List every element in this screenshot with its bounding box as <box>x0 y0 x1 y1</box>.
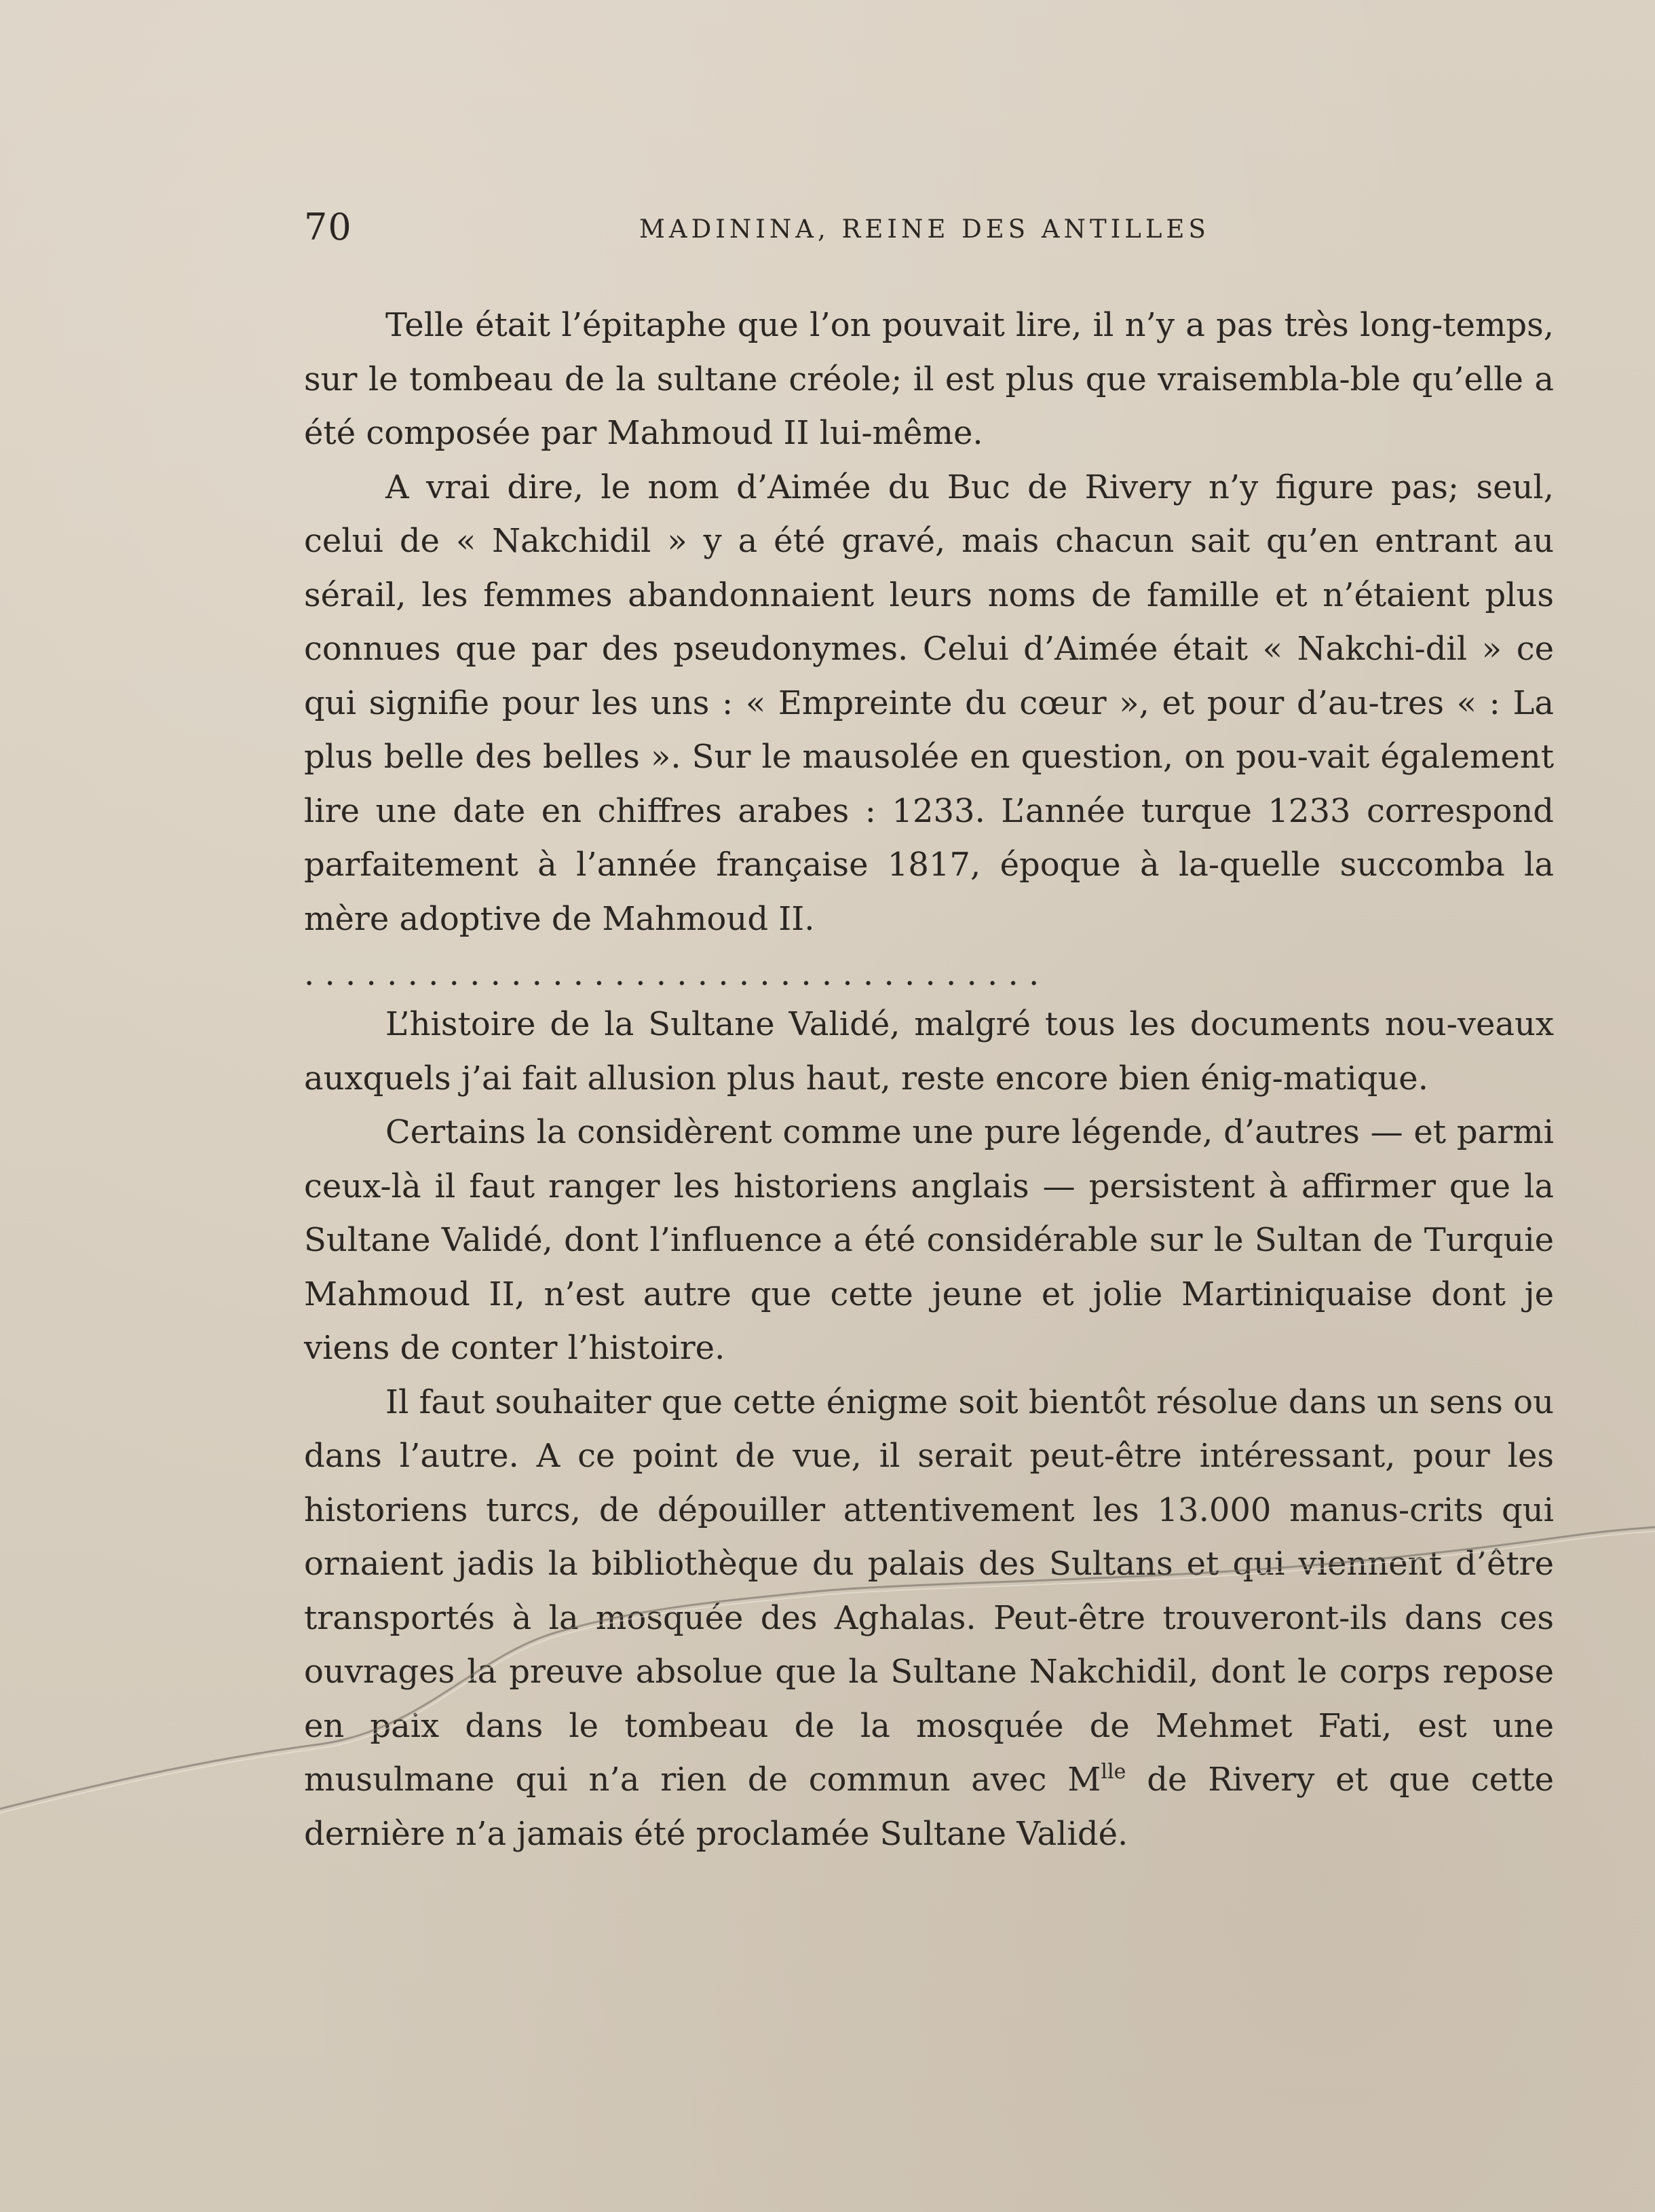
title-abbreviation: M <box>1067 1761 1101 1799</box>
body-text-section-2 <box>304 998 1554 1861</box>
body-text-section-1 <box>304 299 1554 946</box>
paragraph-last <box>304 1376 1554 1862</box>
running-title: MADININA, REINE DES ANTILLES <box>639 214 1210 244</box>
paragraph-text: Il faut souhaiter que cette énigme soit bientôt résolue dans un sens ou dans l’autre. A ce point de vue, il serait peut-être intéressant, pour les historiens turcs, de dépouiller attentivement les 13.000 manus-crits qui ornaient jadis la bibliothèque du palais des Sultans et qui viennent d’être transportés à la mosquée des Aghalas. Peut-être trouveront-ils dans ces ouvrages la preuve absolue que la Sultane Nakchidil, dont le corps repose en paix dans le tombeau de la mosquée de Mehmet Fati, est une musulmane qui n’a rien de commun avec <box>304 1383 1554 1799</box>
page-header <box>304 204 1553 258</box>
section-separator: . . . . . . . . . . . . . . . . . . . . . . . . . . . . . . . . . . . . <box>304 955 1040 993</box>
paragraph-text: de Rivery et que cette dernière n’a jamais été proclamée Sultane Validé. <box>304 1761 1555 1853</box>
title-superscript: lle <box>1101 1760 1126 1784</box>
paragraph: Certains la considèrent comme une pure légende, d’autres — et parmi ceux-là il faut ranger les historiens anglais — persistent à affirmer que la Sultane Validé, dont l’influence a été considérable sur le Sultan de Turquie Mahmoud II, n’est autre que cette jeune et jolie Martiniquaise dont je viens de conter l’histoire. <box>304 1113 1554 1367</box>
paragraph: Telle était l’épitaphe que l’on pouvait lire, il n’y a pas très long-temps, sur le tombeau de la sultane créole; il est plus que vraisembla-ble qu’elle a été composée par Mahmoud II lui-même. <box>304 306 1554 452</box>
page-number: 70 <box>304 206 352 248</box>
paragraph: A vrai dire, le nom d’Aimée du Buc de Rivery n’y figure pas; seul, celui de « Nakchidil » y a été gravé, mais chacun sait qu’en entrant au sérail, les femmes abandonnaient leurs noms de famille et n’étaient plus connues que par des pseudonymes. Celui d’Aimée était « Nakchi-dil » ce qui signifie pour les uns : « Empreinte du cœur », et pour d’au-tres « : La plus belle des belles ». Sur le mausolée en question, on pou-vait également lire une date en chiffres arabes : 1233. L’année turque 1233 correspond parfaitement à l’année française 1817, époque à la-quelle succomba la mère adoptive de Mahmoud II. <box>304 468 1554 938</box>
paragraph: L’histoire de la Sultane Validé, malgré tous les documents nou-veaux auxquels j’ai fait allusion plus haut, reste encore bien énig-matique. <box>304 1005 1554 1098</box>
